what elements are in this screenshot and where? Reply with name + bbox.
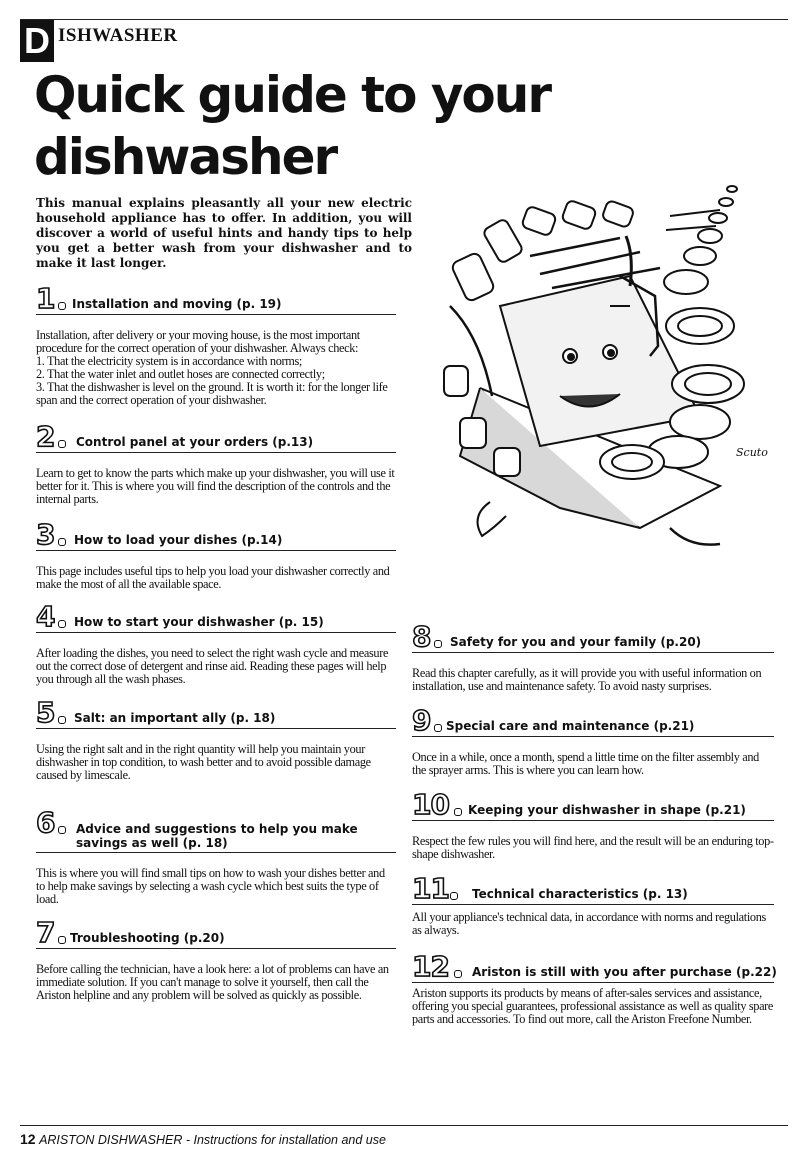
section-text: Installation, after delivery or your moving house, is the most important procedure for the correct operation of your dishwasher. Always check: [36,328,360,355]
top-rule [20,19,788,20]
section-heading [36,696,396,729]
section-number: 7 [36,916,55,949]
section-7 [36,916,396,1002]
section-number: 5 [36,696,55,729]
section-number-dot [58,826,66,834]
section-text: 3. That the dishwasher is level on the ground. It is worth it: for the longer life span and the correct operation of your dishwasher. [36,380,388,407]
section-number: 10 [412,788,449,821]
section-title: How to start your dishwasher (p. 15) [74,615,324,629]
section-heading [36,518,396,551]
page-title: Quick guide to your dishwasher [34,66,551,186]
section-number-dot [450,892,458,900]
bottom-rule [20,1125,788,1126]
section-body [36,867,396,906]
footer-subtitle: - Instructions for installation and use [182,1133,386,1147]
section-title: Troubleshooting (p.20) [70,931,225,945]
section-heading [412,788,774,821]
section-number: 3 [36,518,55,551]
section-5 [36,696,396,782]
section-number: 12 [412,950,449,983]
section-title: Installation and moving (p. 19) [72,297,282,311]
header-initial: D [20,20,54,62]
section-10 [412,788,774,861]
section-body [412,751,774,777]
section-text: Before calling the technician, have a look here: a lot of problems can have an immediate solution. If you can't manage to solve it yourself, then call the Ariston helpline and any problem will be solved as quickly as possible. [36,962,389,1002]
section-body [36,467,396,506]
section-heading [36,600,396,633]
section-title: Ariston is still with you after purchase (p.22) [472,965,777,979]
section-number-dot [434,724,442,732]
page-number: 12 [20,1131,36,1147]
section-number-dot [58,936,66,944]
page-footer [20,1131,386,1147]
section-2 [36,420,396,506]
section-number-dot [58,440,66,448]
section-heading [412,872,774,905]
section-8 [412,620,774,693]
section-number: 9 [412,704,431,737]
section-number: 8 [412,620,431,653]
section-body [36,565,396,591]
section-heading [36,420,396,453]
section-body [412,667,774,693]
section-text: Respect the few rules you will find here, and the result will be an enduring top-shape dishwasher. [412,834,774,861]
intro-paragraph: This manual explains pleasantly all your new electric household appliance has to offer. In addition, you will discover a world of useful hints and handy tips to help you get a better wash from your dishwasher and to make it last longer. [36,196,412,270]
section-body [412,835,774,861]
section-number: 1 [36,282,55,315]
section-heading [412,704,774,737]
section-title: Special care and maintenance (p.21) [446,719,695,733]
section-title: Control panel at your orders (p.13) [76,435,314,449]
section-heading [36,808,396,853]
section-body [36,963,396,1002]
section-number-dot [454,808,462,816]
section-text: After loading the dishes, you need to select the right wash cycle and measure out the correct dose of detergent and rinse aid. Reading these pages will help you through all the wash phases. [36,646,389,686]
section-title: Keeping your dishwasher in shape (p.21) [468,803,746,817]
section-12 [412,950,777,1026]
section-number-dot [58,716,66,724]
dishwasher-cartoon-illustration [420,156,786,580]
section-title: How to load your dishes (p.14) [74,533,283,547]
illustration-signature: Scuto [736,446,768,459]
section-number-dot [58,620,66,628]
section-number-dot [58,302,66,310]
section-body [412,911,774,937]
section-title: Safety for you and your family (p.20) [450,635,702,649]
section-3 [36,518,396,591]
section-number: 11 [412,872,449,905]
section-text: 2. That the water inlet and outlet hoses are connected correctly; [36,367,325,381]
section-text: This page includes useful tips to help you load your dishwasher correctly and make the most of all the available space. [36,564,390,591]
section-body [36,647,396,686]
section-title: Advice and suggestions to help you make savings as well (p. 18) [76,822,358,850]
section-title: Technical characteristics (p. 13) [472,887,688,901]
section-heading [36,916,396,949]
footer-brand: ARISTON DISHWASHER [39,1133,183,1147]
section-6 [36,808,396,906]
section-body [36,329,396,407]
section-heading [36,282,396,315]
section-body [36,743,396,782]
section-1 [36,282,396,407]
section-text: Using the right salt and in the right quantity will help you maintain your dishwasher in top condition, to wash better and to avoid possible damage caused by limescale. [36,742,371,782]
section-4 [36,600,396,686]
section-number: 4 [36,600,55,633]
header-title: ISHWASHER [58,25,178,46]
section-text: All your appliance's technical data, in accordance with norms and regulations as always. [412,910,766,937]
section-9 [412,704,774,777]
section-number: 2 [36,420,55,453]
section-number-dot [454,970,462,978]
section-text: Once in a while, once a month, spend a little time on the filter assembly and the sprayer arms. This is where you can learn how. [412,750,759,777]
section-body [412,987,774,1026]
section-text: Learn to get to know the parts which make up your dishwasher, you will use it better for it. This is where you will find the description of the controls and the internal parts. [36,466,395,506]
section-number: 6 [36,806,55,839]
section-title: Salt: an important ally (p. 18) [74,711,276,725]
section-text: Ariston supports its products by means of after-sales services and assistance, offering you special guarantees, professional assistance as well as quality spare parts and accessories. To find out more, call the Ariston Freefone Number. [412,986,774,1026]
section-text: Read this chapter carefully, as it will provide you with useful information on installation, use and maintenance safety. To avoid nasty surprises. [412,666,762,693]
section-heading [412,620,774,653]
section-text: 1. That the electricity system is in accordance with norms; [36,354,302,368]
section-text: This is where you will find small tips on how to wash your dishes better and to help make savings by selecting a wash cycle which best suits the type of load. [36,866,385,906]
section-heading [412,950,777,983]
section-11 [412,872,774,937]
section-number-dot [58,538,66,546]
section-number-dot [434,640,442,648]
